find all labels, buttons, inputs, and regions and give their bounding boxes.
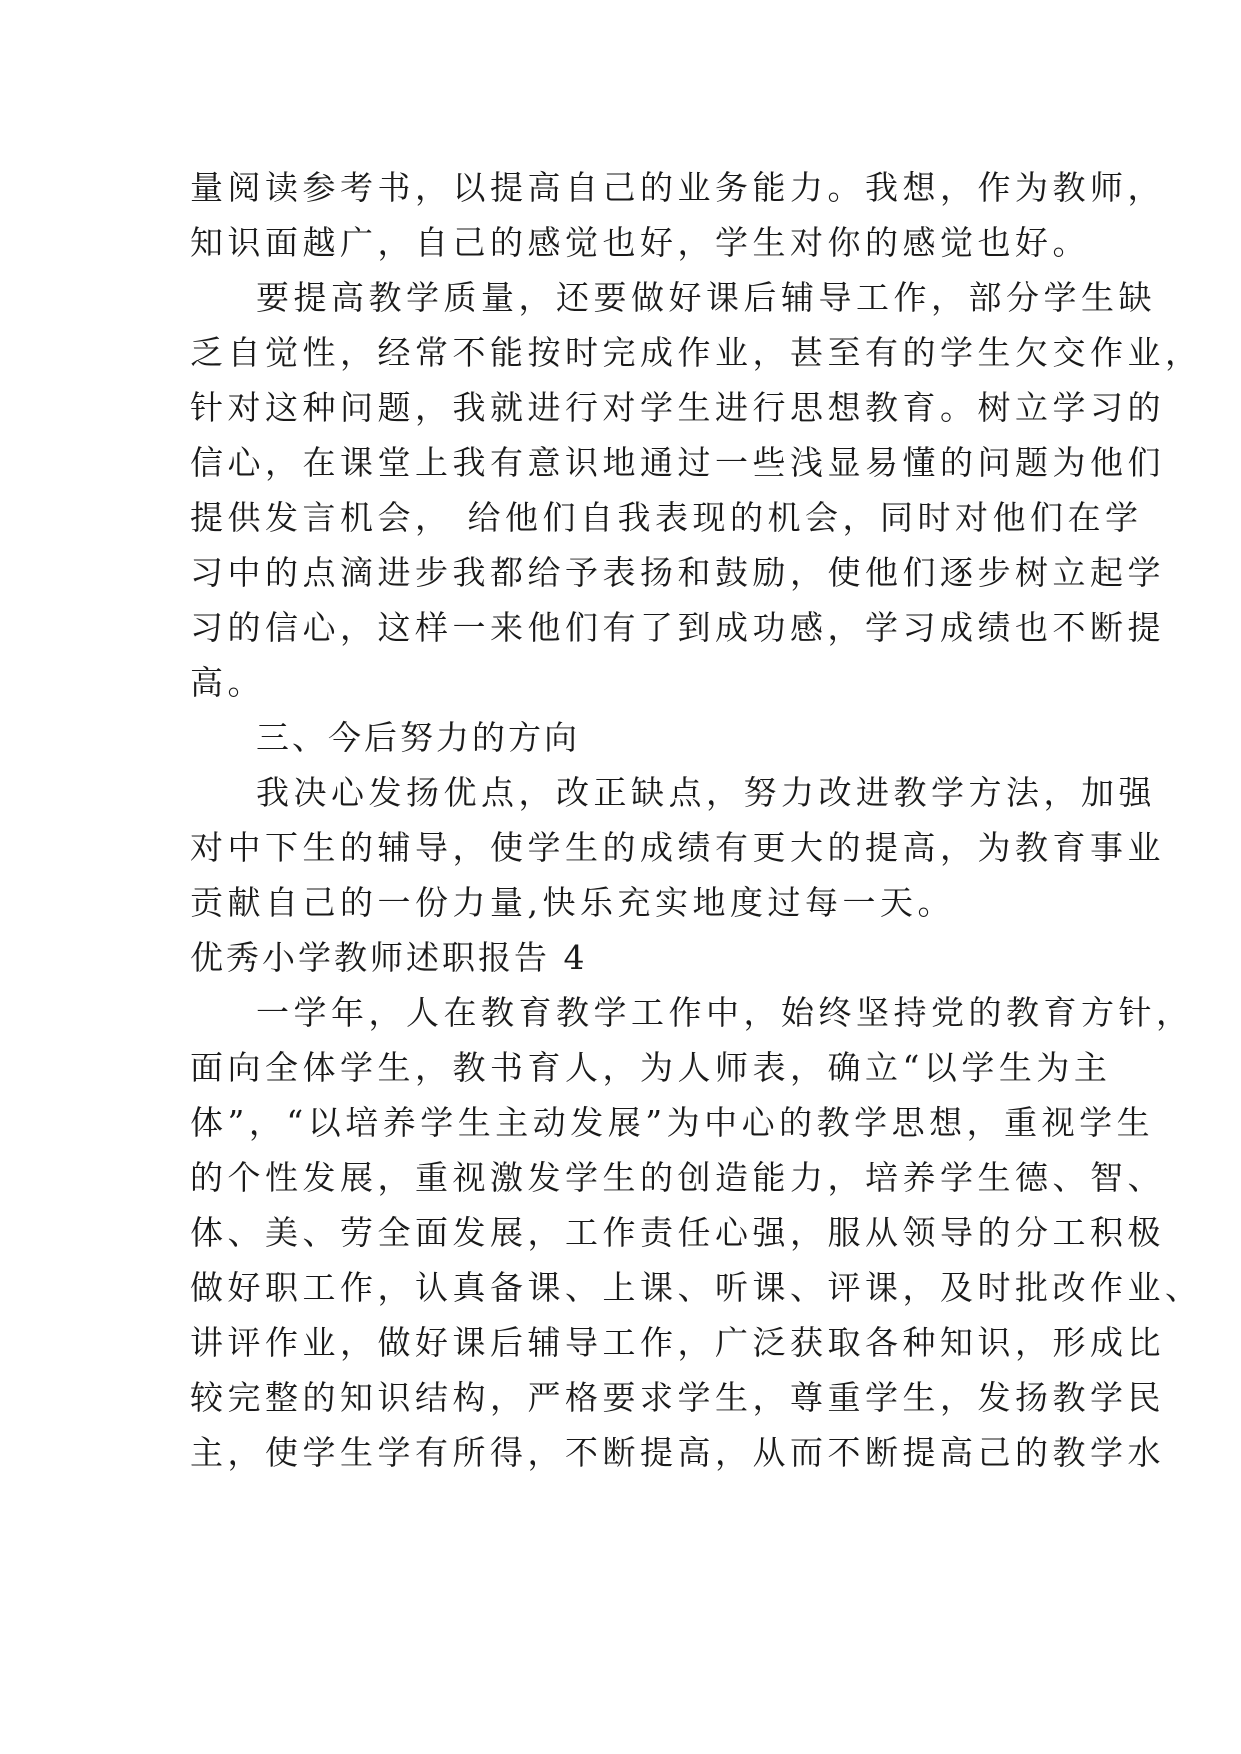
text-line: 较完整的知识结构，严格要求学生，尊重学生，发扬教学民 — [190, 1378, 1165, 1417]
text-line: 贡献自己的一份力量,快乐充实地度过每一天。 — [190, 883, 955, 922]
paragraph-start-line: 一学年，人在教育教学工作中，始终坚持党的教育方针， — [256, 993, 1194, 1032]
text-line: 主，使学生学有所得，不断提高，从而不断提高己的教学水 — [190, 1433, 1165, 1472]
text-line: 习中的点滴进步我都给予表扬和鼓励，使他们逐步树立起学 — [190, 553, 1165, 592]
document-title: 优秀小学教师述职报告 4 — [190, 938, 588, 977]
text-line: 知识面越广，自己的感觉也好，学生对你的感觉也好。 — [190, 223, 1090, 262]
paragraph-start-line: 要提高教学质量，还要做好课后辅导工作，部分学生缺 — [256, 278, 1156, 317]
section-heading: 三、今后努力的方向 — [256, 718, 580, 757]
text-line: 习的信心，这样一来他们有了到成功感，学习成绩也不断提 — [190, 608, 1165, 647]
text-line: 提供发言机会， 给他们自我表现的机会，同时对他们在学 — [190, 498, 1143, 537]
text-line: 针对这种问题，我就进行对学生进行思想教育。树立学习的 — [190, 388, 1165, 427]
text-line: 乏自觉性，经常不能按时完成作业，甚至有的学生欠交作业， — [190, 333, 1203, 372]
text-line: 对中下生的辅导，使学生的成绩有更大的提高，为教育事业 — [190, 828, 1165, 867]
text-line: 做好职工作，认真备课、上课、听课、评课，及时批改作业、 — [190, 1268, 1203, 1307]
text-line: 体”，“以培养学生主动发展”为中心的教学思想，重视学生 — [190, 1103, 1155, 1142]
text-line: 面向全体学生，教书育人，为人师表，确立“以学生为主 — [190, 1048, 1112, 1087]
text-line: 信心，在课堂上我有意识地通过一些浅显易懂的问题为他们 — [190, 443, 1165, 482]
text-line: 量阅读参考书，以提高自己的业务能力。我想，作为教师， — [190, 168, 1165, 207]
text-line: 高。 — [190, 663, 265, 702]
paragraph-start-line: 我决心发扬优点，改正缺点，努力改进教学方法，加强 — [256, 773, 1156, 812]
text-line: 的个性发展，重视激发学生的创造能力，培养学生德、智、 — [190, 1158, 1165, 1197]
text-line: 体、美、劳全面发展，工作责任心强，服从领导的分工积极 — [190, 1213, 1165, 1252]
text-line: 讲评作业，做好课后辅导工作，广泛获取各种知识，形成比 — [190, 1323, 1165, 1362]
